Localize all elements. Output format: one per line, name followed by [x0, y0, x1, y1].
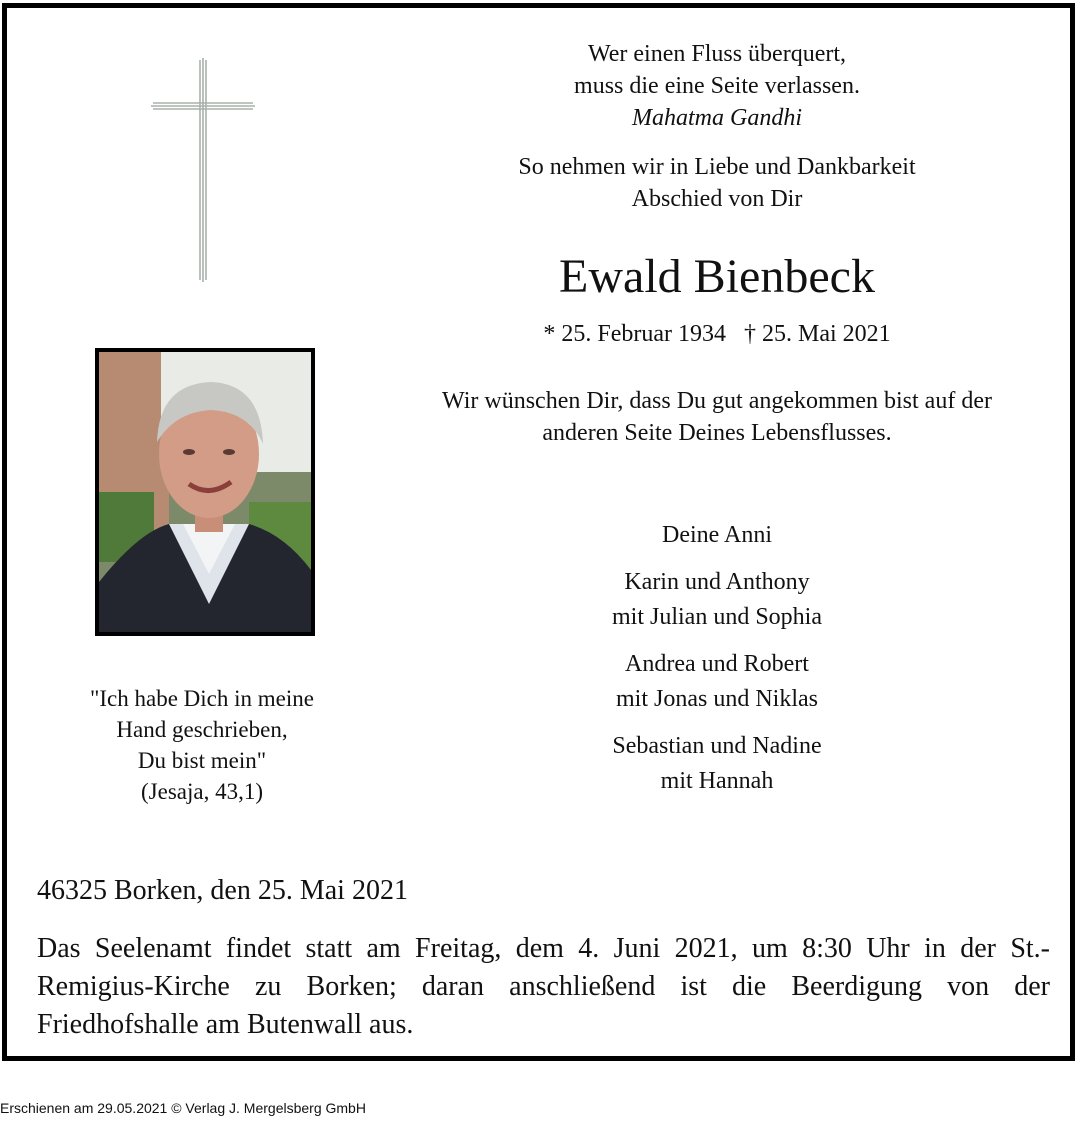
family-group [387, 647, 1047, 717]
family-line: Deine Anni [662, 522, 772, 548]
family-line: mit Hannah [660, 768, 774, 794]
family-line: mit Jonas und Niklas [616, 686, 818, 712]
family-line: Andrea und Robert [625, 651, 809, 677]
quote-line: Wer einen Fluss überquert, [588, 41, 846, 67]
gandhi-quote [387, 38, 1047, 134]
farewell-line: Abschied von Dir [631, 186, 803, 212]
bible-quote-reference: (Jesaja, 43,1) [141, 779, 263, 804]
publication-footer: Erschienen am 29.05.2021 © Verlag J. Mergelsberg GmbH [0, 1100, 366, 1116]
family-group [387, 565, 1047, 635]
life-dates: * 25. Februar 1934 † 25. Mai 2021 [543, 321, 891, 347]
portrait-photo [95, 348, 315, 636]
wish-line: Wir wünschen Dir, dass Du gut angekommen bist auf der [442, 388, 992, 414]
quote-line: muss die eine Seite verlassen. [574, 73, 860, 99]
family-list [387, 518, 1047, 811]
bible-quote-line: "Ich habe Dich in meine [90, 686, 314, 711]
family-line: Karin und Anthony [624, 569, 810, 595]
family-group [387, 729, 1047, 799]
cross-icon [149, 58, 257, 284]
family-line: mit Julian und Sophia [612, 604, 822, 630]
service-info: Das Seelenamt findet statt am Freitag, dem 4. Juni 2021, um 8:30 Uhr in der St.-Remigius-Kirche zu Borken; daran anschließend ist die Beerdigung von der Friedhofshalle am Butenwall aus. [37, 933, 1050, 1040]
family-line: Sebastian und Nadine [612, 733, 822, 759]
obituary-frame [2, 3, 1075, 1061]
bible-quote-line: Du bist mein" [137, 748, 267, 773]
family-group [387, 518, 1047, 553]
wish-text [387, 385, 1047, 449]
place-date: 46325 Borken, den 25. Mai 2021 [37, 875, 408, 906]
bible-quote [47, 683, 357, 807]
farewell-line: So nehmen wir in Liebe und Dankbarkeit [518, 154, 916, 180]
wish-line: anderen Seite Deines Lebensflusses. [542, 420, 892, 446]
deceased-name: Ewald Bienbeck [559, 250, 875, 303]
farewell-text [387, 151, 1047, 215]
quote-author: Mahatma Gandhi [632, 105, 802, 131]
bible-quote-line: Hand geschrieben, [116, 717, 288, 742]
